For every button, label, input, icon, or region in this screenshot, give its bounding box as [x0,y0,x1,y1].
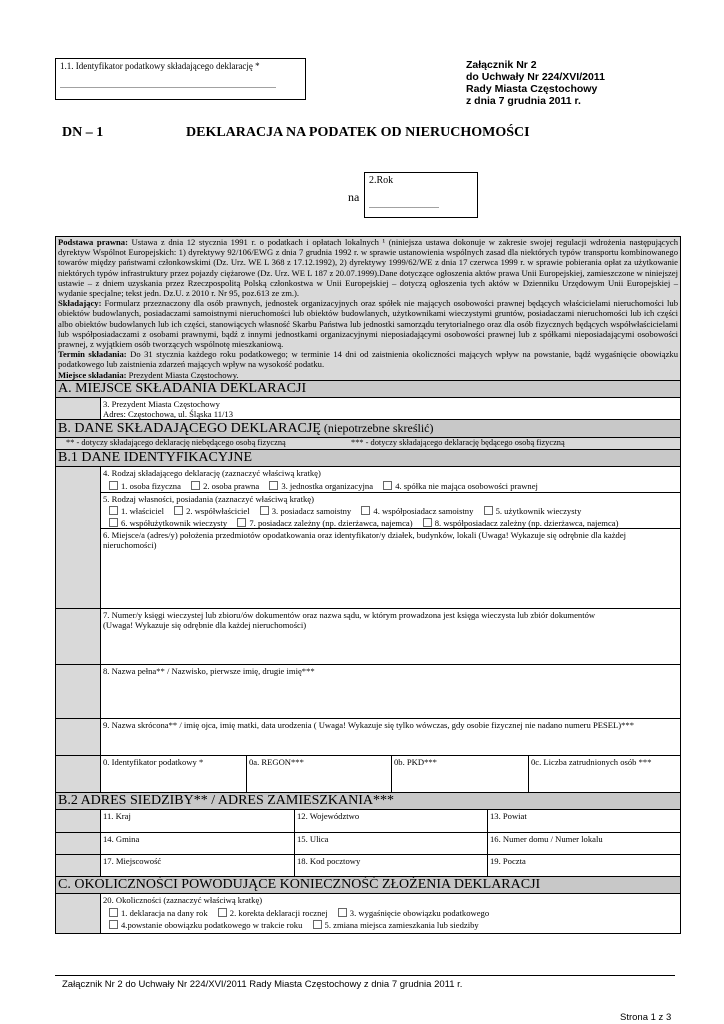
field-7-note: (Uwaga! Wykazuje się odrębnie dla każdej nieruchomości) [103,619,307,630]
address-row-3 [55,855,681,877]
na-label: na [348,190,360,204]
taxpayer-id-label: 1.1. Identyfikator podatkowy składającego deklarację * [60,61,260,71]
tax-id-cell[interactable] [101,756,247,792]
legal-basis-heading: Podstawa prawna: [58,237,128,247]
voivodeship-label: 12. Województwo [297,810,360,821]
checkbox-icon[interactable] [109,506,118,515]
field-10-row [55,756,681,793]
town-cell[interactable] [101,855,295,876]
annex-line-4: z dnia 7 grudnia 2011 r. [466,95,581,107]
option-dependent-holder[interactable]: 7. posiadacz zależny (np. dzierżawca, najemca) [237,518,412,528]
place-heading: Miejsce składania: [58,369,127,380]
annex-line-3: Rady Miasta Częstochowy [466,83,598,95]
indent-cell [56,665,101,718]
section-b1-fields-4-5 [55,467,681,609]
indent-cell [56,855,101,876]
year-label: 2.Rok [369,175,394,186]
section-b2-title: B.2 ADRES SIEDZIBY** / ADRES ZAMIESZKANIA*** [55,793,681,810]
checkbox-icon[interactable] [484,506,493,515]
form-code: DN – 1 [62,125,104,140]
submitter-text: Formularz przeznaczony dla osób prawnych, jednostek organizacyjnych oraz spółek nie mających osobowości prawnej będących właścicielami nieruchomości lub obiektów budowlanych, posiadaczami samoistnymi nieruchomości lub obiektów budowlanych, użytkownikami wieczystymi gruntów, posiadaczami nieruchomości lub ich części albo obiektów budowlanych lub ich części, stanowiących własność Skarbu Państwa lub jednostki samorządu terytorialnego oraz dla osób fizycznych będących współwłaścicielami lub współposiadaczami z osobami prawnymi, bądź z innymi jednostkami organizacyjnymi nieposiadającymi osobowości prawnej lub z spółkami nieposiadającymi osobowości prawnej, z wyjątkiem osób tworzących wspólnotę mieszkaniową. [58,298,678,350]
note-natural-person: *** - dotyczy składającego deklarację będącego osobą fizyczną [351,437,565,447]
indent-cell [56,467,101,608]
office-address: Adres: Częstochowa, ul. Śląska 11/13 [103,408,233,419]
field-4-cell [101,467,680,493]
option-co-independent-holder[interactable]: 4. współposiadacz samoistny [361,506,473,516]
option-co-owner[interactable]: 2. współwłaściciel [174,506,249,516]
deadline-heading: Termin składania: [58,349,127,360]
post-office-cell[interactable] [488,855,680,876]
legal-basis-block [55,236,681,381]
option-org-unit[interactable]: 3. jednostka organizacyjna [269,481,373,491]
house-number-cell[interactable] [488,833,680,854]
checkbox-icon[interactable] [109,518,118,527]
regon-cell[interactable] [247,756,392,792]
place-text: Prezydent Miasta Częstochowy. [126,369,239,380]
section-a-title: A. MIEJSCE SKŁADANIA DEKLARACJI [55,381,681,398]
pkd-label: 0b. PKD*** [394,756,437,767]
taxpayer-id-dots: ............................................................................................................ [60,81,276,90]
indent-cell [56,719,101,755]
voivodeship-cell[interactable] [295,810,488,832]
commune-cell[interactable] [101,833,295,854]
field-20-label: 20. Okoliczności (zaznaczyć właściwą kratkę) [103,894,263,905]
option-perpetual-user[interactable]: 5. użytkownik wieczysty [484,506,582,516]
office-name: 3. Prezydent Miasta Częstochowy [103,398,220,409]
field-8-label: 8. Nazwa pełna** / Nazwisko, pierwsze imię, drugie imię*** [103,665,315,676]
field-8-row [55,665,681,719]
field-9-cell[interactable] [101,719,680,755]
indent-cell [56,609,101,664]
indent-cell [56,398,101,419]
field-5-cell [101,493,680,529]
option-annual-declaration[interactable]: 1. deklaracja na dany rok [109,908,208,918]
indent-cell [56,810,101,832]
checkbox-icon[interactable] [109,481,118,490]
form-title: DEKLARACJA NA PODATEK OD NIERUCHOMOŚCI [186,125,530,140]
option-company[interactable]: 4. spółka nie mająca osobowości prawnej [383,481,538,491]
field-20-row [55,894,681,934]
taxpayer-id-box[interactable] [55,58,306,100]
field-20-cell [101,894,680,933]
checkbox-icon[interactable] [237,518,246,527]
section-b1-title: B.1 DANE IDENTYFIKACYJNE [55,450,681,467]
checkbox-icon[interactable] [338,908,347,917]
field-7-cell[interactable] [101,609,680,664]
checkbox-icon[interactable] [269,481,278,490]
commune-label: 14. Gmina [103,833,140,844]
section-b-title [55,420,681,438]
indent-cell [56,894,101,933]
form-body [55,236,681,934]
field-7-label: 7. Numer/y księgi wieczystej lub zbioru/ów dokumentów oraz nazwa sądu, w którym prowadzona jest księga wieczysta lub zbiór dokumentów [103,609,596,620]
option-obligation-expiry[interactable]: 3. wygaśnięcie obowiązku podatkowego [338,908,489,918]
option-co-perpetual-user[interactable]: 6. współużytkownik wieczysty [109,518,227,528]
checkbox-icon[interactable] [361,506,370,515]
indent-cell [56,833,101,854]
address-row-1 [55,810,681,833]
town-label: 17. Miejscowość [103,855,162,866]
annex-line-2: do Uchwały Nr 224/XVI/2011 [466,71,605,83]
checkbox-icon[interactable] [383,481,392,490]
street-label: 15. Ulica [297,833,329,844]
pkd-cell[interactable] [392,756,529,792]
field-8-cell[interactable] [101,665,680,718]
address-row-2 [55,833,681,855]
field-5-label: 5. Rodzaj własności, posiadania (zaznaczyć właściwą kratkę) [103,493,314,504]
page-number: Strona 1 z 3 [620,1012,672,1023]
field-6-label: 6. Miejsce/a (adres/y) położenia przedmiotów opodatkowania oraz identyfikator/y działek, budynków, lokali (Uwaga! Wykazuje się odrębnie dla każdej nieruchomości) [103,529,627,550]
checkbox-icon[interactable] [109,920,118,929]
checkbox-icon[interactable] [174,506,183,515]
county-label: 13. Powiat [490,810,527,821]
option-correction[interactable]: 2. korekta deklaracji rocznej [218,908,328,918]
option-address-change[interactable]: 5. zmiana miejsca zamieszkania lub siedziby [313,920,479,930]
deadline-text: Do 31 stycznia każdego roku podatkowego; w terminie 14 dni od zaistnienia okoliczności mających wpływ na powstanie, bądź wygaśnięcie obowiązku podatkowego lub zaistnienia zdarzeń mających wpływ na wysokość podatku. [58,349,678,370]
field-9-label: 9. Nazwa skrócona** / imię ojca, imię matki, data urodzenia ( Uwaga! Wykazuje się tylko wówczas, gdy osobie fizycznej nie nadano numeru PESEL)*** [103,719,635,730]
year-dots: ................................... [369,201,439,210]
country-label: 11. Kraj [103,810,131,821]
checkbox-icon[interactable] [191,481,200,490]
section-b-title-text: B. DANE SKŁADAJĄCEGO DEKLARACJĘ [58,420,321,436]
annex-line-1: Załącznik Nr 2 [466,59,537,71]
section-b-notes [55,438,681,450]
postal-code-cell[interactable] [295,855,488,876]
tax-id-label: 0. Identyfikator podatkowy * [103,756,204,767]
checkbox-icon[interactable] [218,908,227,917]
option-legal-person[interactable]: 2. osoba prawna [191,481,259,491]
field-7-row [55,609,681,665]
checkbox-icon[interactable] [313,920,322,929]
indent-cell [56,756,101,792]
employees-label: 0c. Liczba zatrudnionych osób *** [531,756,652,767]
legal-basis-text: Ustawa z dnia 12 stycznia 1991 r. o podatkach i opłatach lokalnych ¹ (niniejsza ustawa dokonuje w zakresie swojej regulacji wdrożenia następujących dyrektyw Wspólnot Europejskich: 1) dyrektywy 92/106/EWG z dnia 7 grudnia 1992 r. w sprawie ustanowienia wspólnych zasad dla niektórych typów transportu kombinowanego towarów między państwami członkowskimi (Dz. Urz. WE L 368 z 17.12.1992), 2) dyrektywy 1999/62/WE z dnia 17 czerwca 1999 r. w sprawie pobierania opłat za użytkowanie niektórych typów infrastruktury przez pojazdy ciężarowe (Dz. Urz. WE L 187 z 20.07.1999).Dane dotyczące ogłoszenia aktów prawa Unii Europejskiej, zamieszczone w niniejszej ustawie – z dniem uzyskania przez Rzeczpospolitą Polską członkostwa w Unii Europejskiej – dotyczą ogłoszenia tych aktów w Dzienniku Urzędowym Unii Europejskiej – wydanie specjalne; tekst jedn. Dz.U. z 2010 r. Nr 95, poz.613 ze zm.). [58,237,679,299]
section-b-title-note: (niepotrzebne skreślić) [320,420,434,435]
field-6-cell[interactable] [101,529,680,608]
employees-cell[interactable] [529,756,680,792]
street-cell[interactable] [295,833,488,854]
house-number-label: 16. Numer domu / Numer lokalu [490,833,603,844]
field-4-label: 4. Rodzaj składającego deklarację (zaznaczyć właściwą kratkę) [103,467,321,478]
section-a-row [55,398,681,420]
option-natural-person[interactable]: 1. osoba fizyczna [109,481,181,491]
footer-divider [55,975,675,976]
footer-text: Załącznik Nr 2 do Uchwały Nr 224/XVI/2011 Rady Miasta Częstochowy z dnia 7 grudnia 2011 r. [62,979,463,990]
option-co-dependent-holder[interactable]: 8. współposiadacz zależny (np. dzierżawca, najemca) [423,518,619,528]
county-cell[interactable] [488,810,680,832]
option-independent-holder[interactable]: 3. posiadacz samoistny [260,506,351,516]
checkbox-icon[interactable] [423,518,432,527]
regon-label: 0a. REGON*** [249,756,304,767]
note-legal-person: ** - dotyczy składającego deklarację niebędącego osobą fizyczną [66,437,286,447]
checkbox-icon[interactable] [260,506,269,515]
option-owner[interactable]: 1. właściciel [109,506,164,516]
checkbox-icon[interactable] [109,908,118,917]
annex-note [466,59,605,107]
postal-code-label: 18. Kod pocztowy [297,855,361,866]
option-obligation-start[interactable]: 4.powstanie obowiązku podatkowego w trakcie roku [109,920,302,930]
country-cell[interactable] [101,810,295,832]
post-office-label: 19. Poczta [490,855,526,866]
section-c-title: C. OKOLICZNOŚCI POWODUJĄCE KONIECZNOŚĆ ZŁOŻENIA DEKLARACJI [55,877,681,894]
field-9-row [55,719,681,756]
submitter-heading: Składający: [58,298,102,309]
office-address-cell [101,398,680,419]
year-box[interactable] [364,172,478,218]
